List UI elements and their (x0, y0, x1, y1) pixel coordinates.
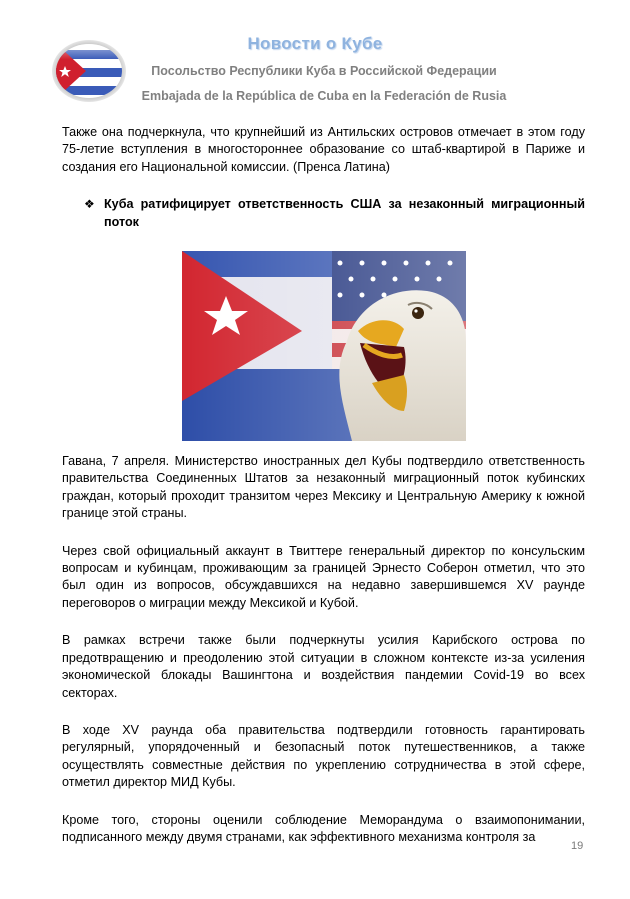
headline-item (84, 196, 585, 231)
diamond-bullet-icon: ❖ (84, 197, 95, 212)
article-paragraph: Гавана, 7 апреля. Министерство иностранных дел Кубы подтвердило ответственность правительства Соединенных Штатов за незаконный миграционный поток кубинских граждан, который проходит транзитом через Мексику и Центральную Америку к южной границе этой страны. (62, 454, 585, 521)
cuba-usa-flags-eagle-photo (182, 251, 466, 441)
article-paragraph: В ходе XV раунда оба правительства подтвердили готовность гарантировать регулярный, упорядоченный и безопасный поток путешественников, а также осуществлять совместные действия по укреплению сотрудничества в этой сфере, отметил директор МИД Кубы. (62, 722, 585, 790)
page-number: 19 (571, 840, 584, 852)
article-paragraph: В рамках встречи также были подчеркнуты усилия Карибского острова по предотвращению и преодолению этой ситуации в сложном контексте из-за усиления экономической блокады Вашингтона и воздействия пандемии Covid-19 во всех секторах. (62, 633, 585, 700)
article-content (62, 124, 585, 846)
page-header (0, 0, 630, 115)
article-paragraph: Кроме того, стороны оценили соблюдение Меморандума о взаимопонимании, подписанного между двумя странами, как эффективного механизма контроля за (62, 812, 585, 844)
article-headline: Куба ратифицирует ответственность США за незаконный миграционный поток (104, 197, 585, 229)
article-paragraph: Через свой официальный аккаунт в Твиттере генеральный директор по консульским вопросам и кубинцам, проживающим за границей Эрнесто Соберон отметил, что это был один из вопросов, обсуждавшихся на недавно завершившемся XV раунде переговоров о миграции между Мексикой и Кубой. (62, 543, 585, 610)
header-subtitle-es: Embajada de la República de Cuba en la Federación de Rusia (141, 89, 507, 103)
header-subtitle-ru: Посольство Республики Куба в Российской Федерации (151, 64, 497, 78)
intro-paragraph: Также она подчеркнула, что крупнейший из Антильских островов отмечает в этом году 75-летие вступления в многостороннее образование со штаб-квартирой в Париже и создания его Национальной комиссии. (Пренса Латина) (62, 125, 585, 174)
header-title: Новости о Кубе (247, 34, 383, 53)
